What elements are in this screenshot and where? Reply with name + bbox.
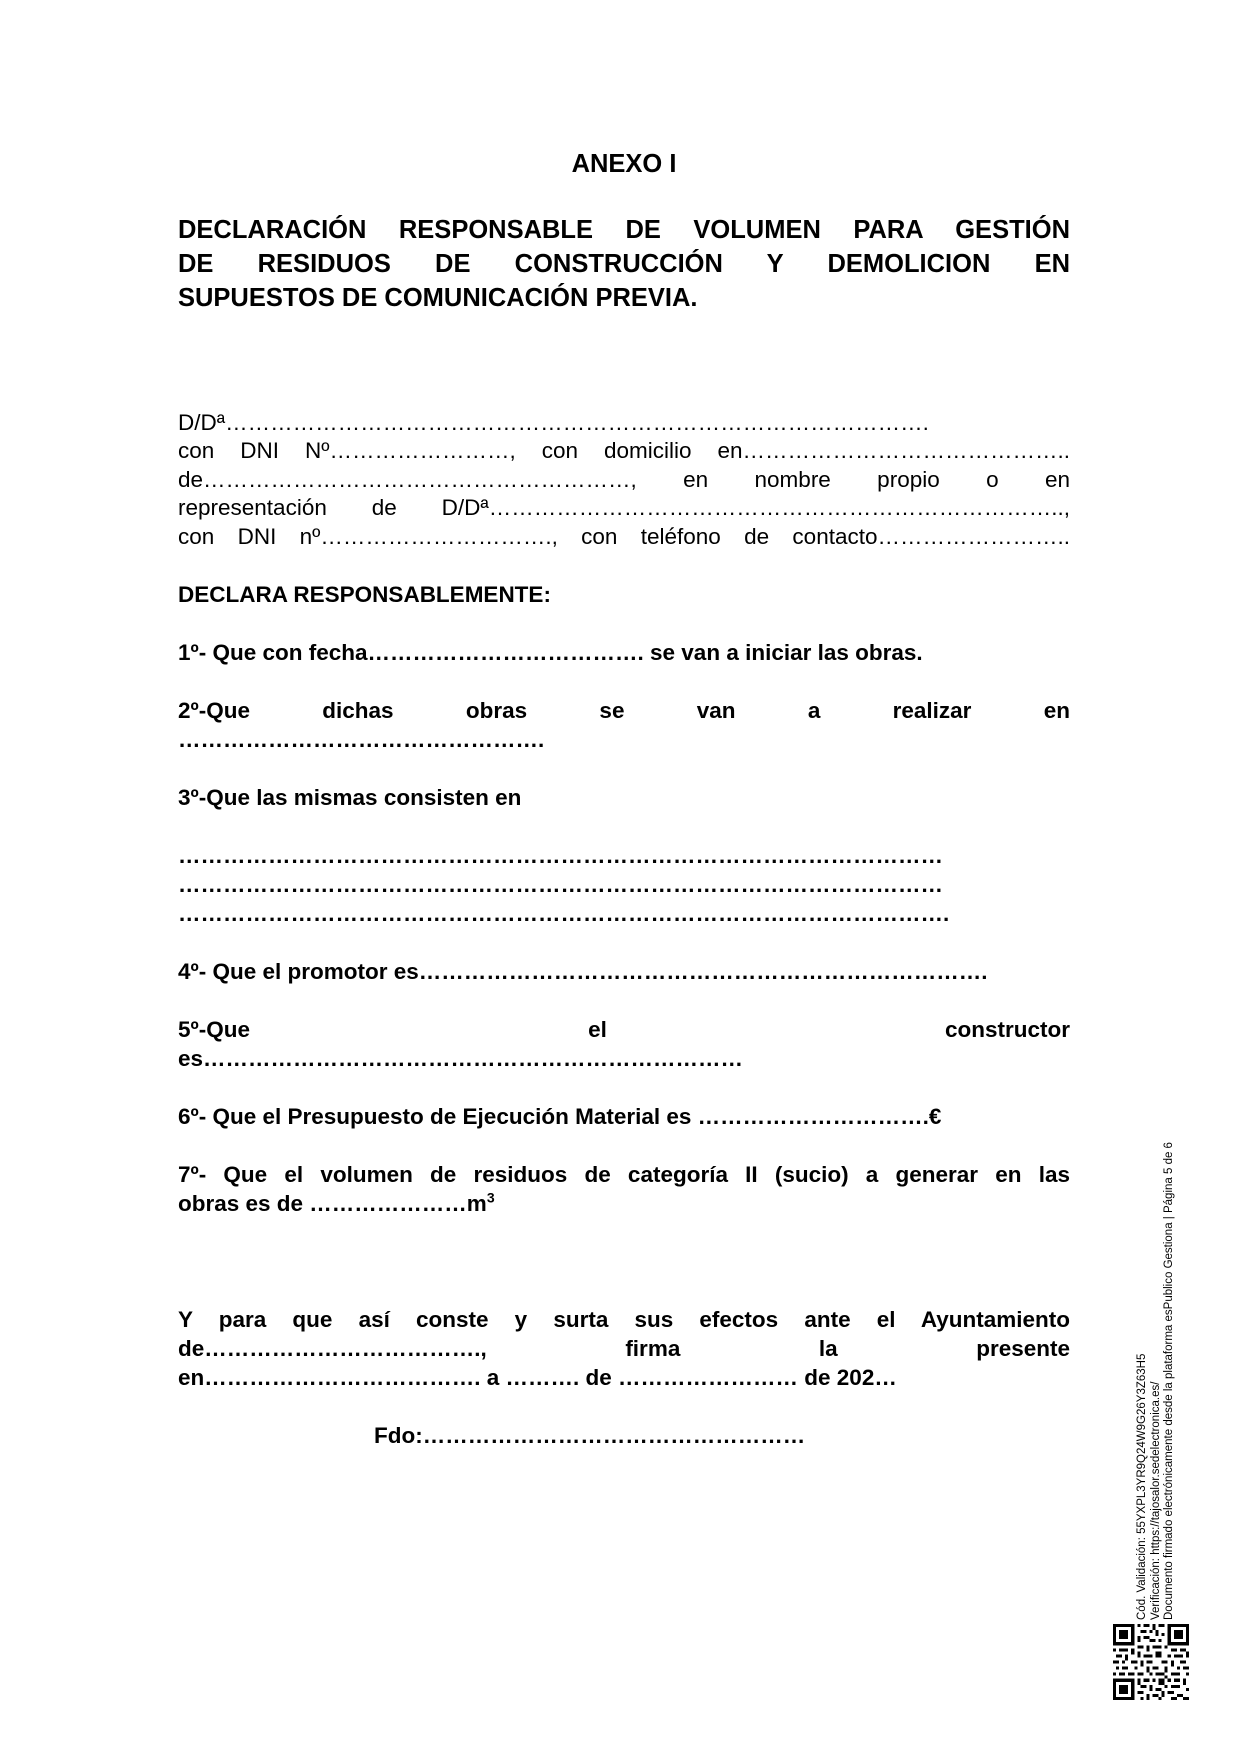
applicant-representation-line: representación de D/Dª………………………………………………………………….., [178,495,1070,520]
annex-title: ANEXO I [571,150,677,178]
validation-code: Cód. Validación: 55YXPL3YR9Q24W9G26Y3Z63H5 [1136,1353,1148,1620]
signed-notice: Documento firmado electrónicamente desde la plataforma esPublico Gestiona | Página 5 de 6 [1163,1142,1175,1620]
declaration-item-6: 6º- Que el Presupuesto de Ejecución Material es ………………………….€ [178,1104,942,1129]
declaration-item-3-line-3: …………………………………………………………………………………………. [178,901,950,926]
closing-line-1: Y para que así conste y surta sus efectos ante el Ayuntamiento [178,1307,1070,1332]
declaration-item-5-line-1: 5º-Que el constructor [178,1017,1070,1042]
qr-code-icon [1113,1624,1189,1700]
cubic-superscript: 3 [486,1189,495,1206]
declaration-item-7-line-2 [178,1189,1070,1218]
declaration-item-4: 4º- Que el promotor es…………………………………………………………………. [178,959,988,984]
applicant-name-line: D/Dª…………………………………………………………………………………. [178,410,929,435]
declaration-item-2-line-2: …………………………………………. [178,727,545,752]
applicant-phone-line: con DNI nº…………………………., con teléfono de contacto…………………….. [178,524,1070,549]
declaration-item-3-line-2: ………………………………………………………………………………………… [178,872,943,897]
declaration-item-5-line-2: es……………………………………………………………… [178,1046,744,1071]
closing-line-2: de………………………………., firma la presente [178,1336,1070,1361]
document-title-line-3: SUPUESTOS DE COMUNICACIÓN PREVIA. [178,284,698,312]
declaration-item-7-line-1: 7º- Que el volumen de residuos de categoría II (sucio) a generar en las [178,1162,1070,1187]
declaration-item-1: 1º- Que con fecha………………………………. se van a iniciar las obras. [178,640,923,665]
volume-text: obras es de …………………m [178,1191,487,1216]
signature-line: Fdo:…………………………………………… [374,1423,806,1448]
declaration-item-2-line-1: 2º-Que dichas obras se van a realizar en [178,698,1070,723]
document-title-line-1: DECLARACIÓN RESPONSABLE DE VOLUMEN PARA GESTIÓN [178,216,1070,244]
closing-line-3: en………………………………. a ………. de …………………… de 202… [178,1365,897,1390]
declaration-item-3-line-1: ………………………………………………………………………………………… [178,843,943,868]
declaration-heading: DECLARA RESPONSABLEMENTE: [178,582,551,607]
applicant-dni-address-line: con DNI Nº……………………, con domicilio en…………………………………….. [178,438,1070,463]
document-title-line-2: DE RESIDUOS DE CONSTRUCCIÓN Y DEMOLICION EN [178,250,1070,278]
applicant-locality-line: de…………………………………………………, en nombre propio o en [178,467,1070,492]
declaration-item-3-heading: 3º-Que las mismas consisten en [178,785,522,810]
verification-url: Verificación: https://tajosalor.sedelectronica.es/ [1149,1381,1162,1620]
